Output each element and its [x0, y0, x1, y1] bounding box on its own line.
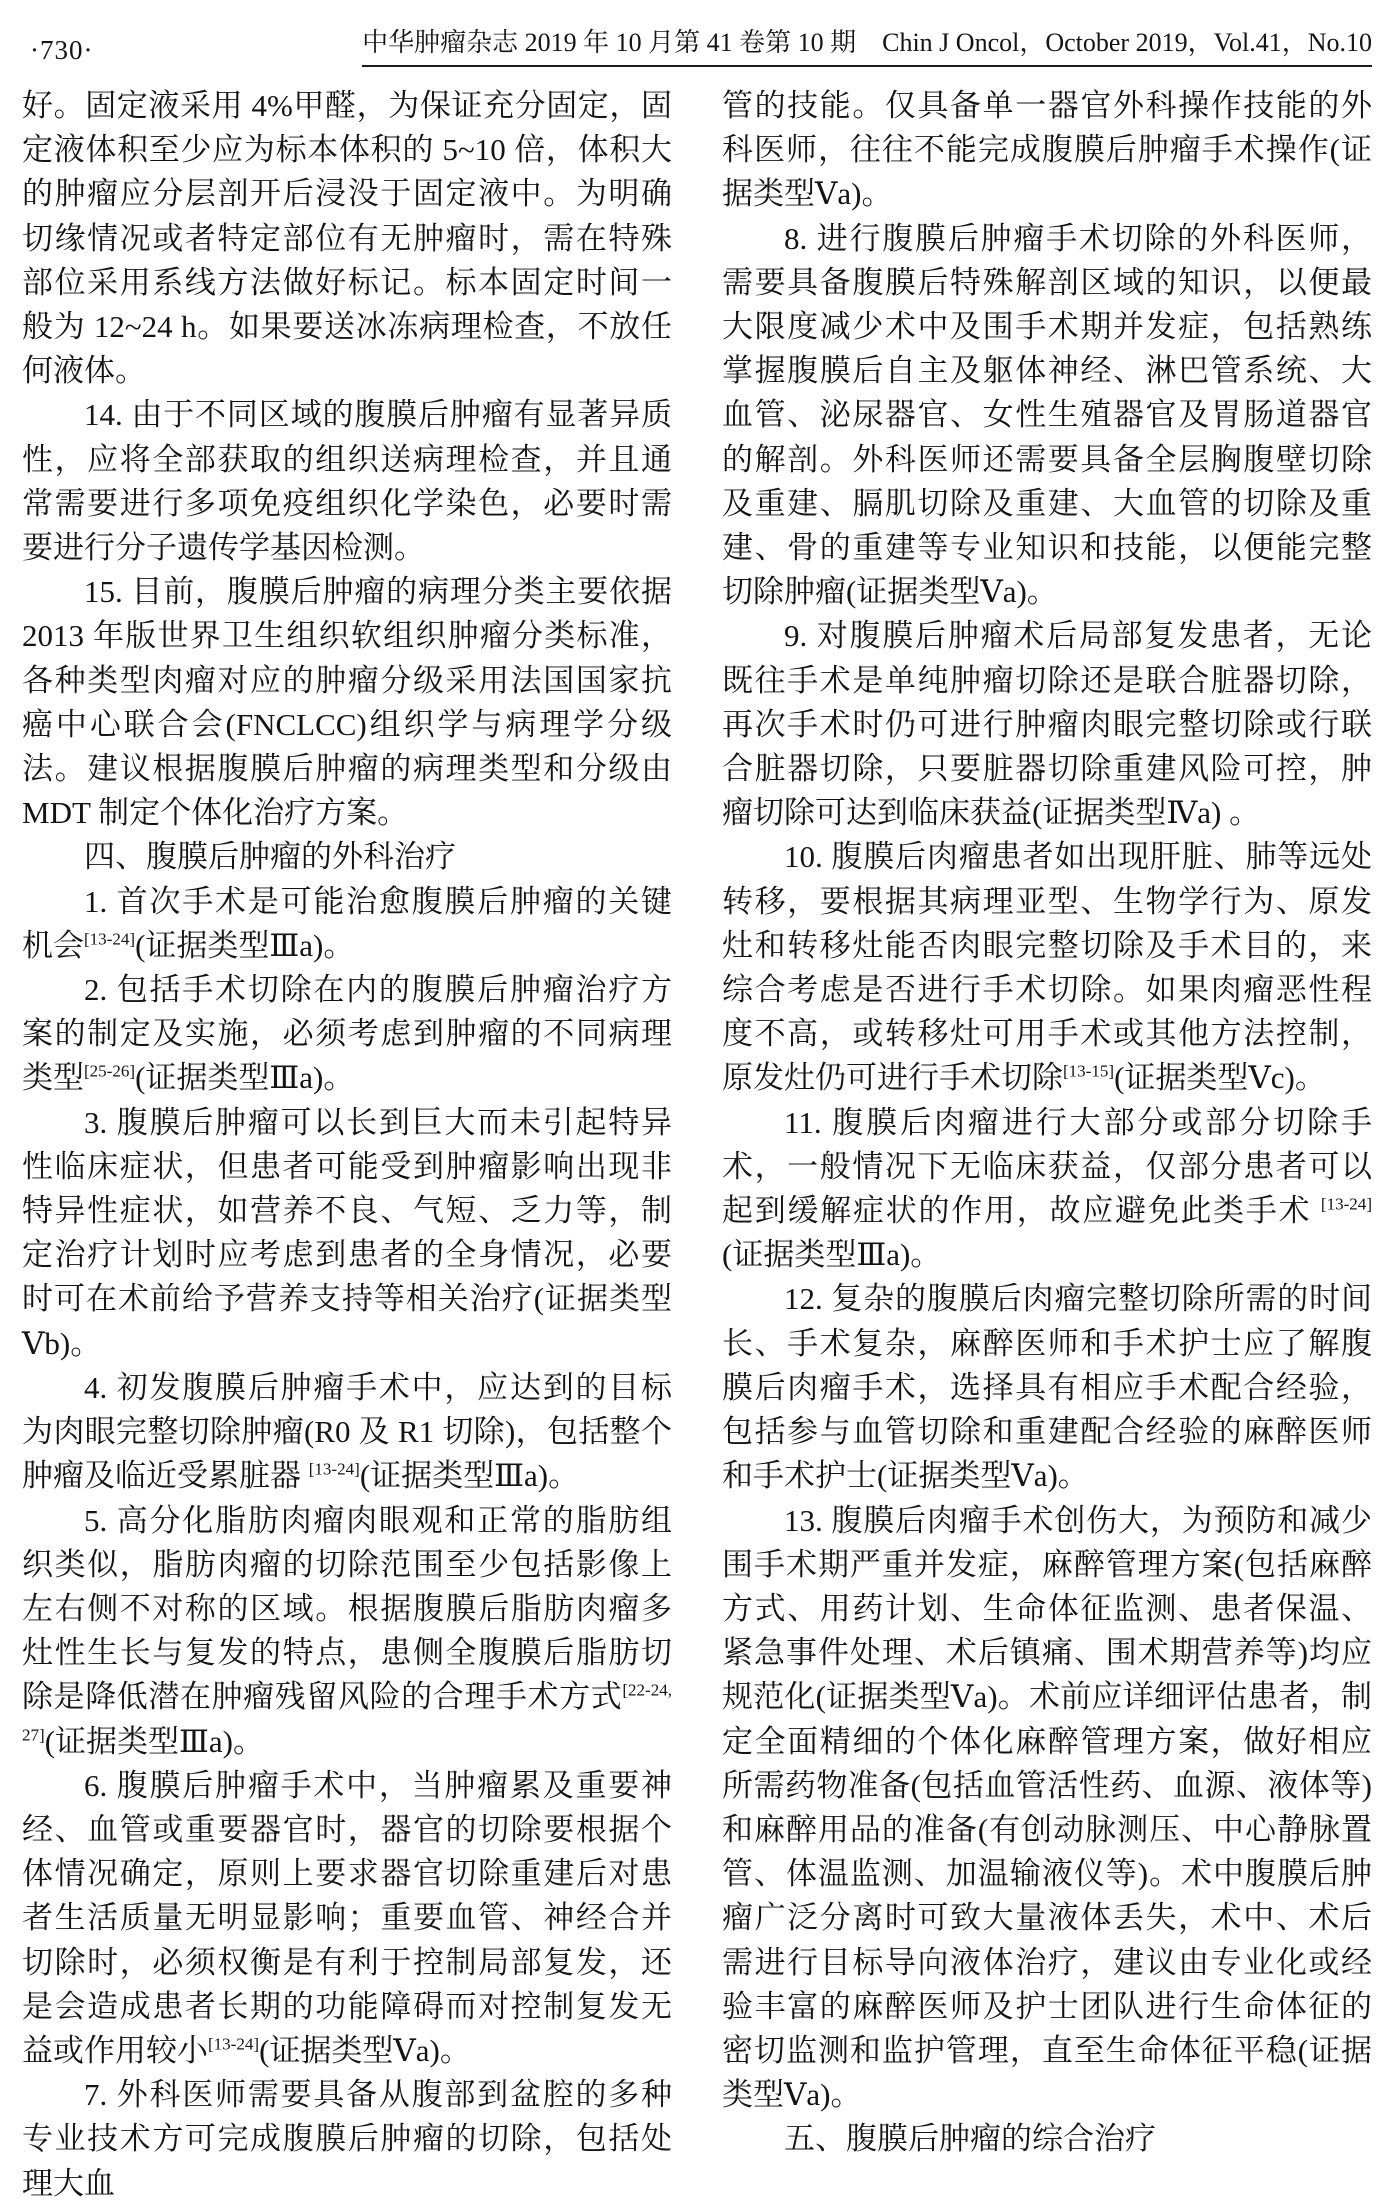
- paragraph: 10. 腹膜后肉瘤患者如出现肝脏、肺等远处转移，要根据其病理亚型、生物学行为、原发灶和转移灶能否肉眼完整切除及手术目的，来综合考虑是否进行手术切除。如果肉瘤恶性程度不高，或转移灶可用手术或其他方法控制，原发灶仍可进行手术切除[13-15](证据类型Ⅴc)。: [722, 839, 1372, 1096]
- paragraph: 8. 进行腹膜后肿瘤手术切除的外科医师，需要具备腹膜后特殊解剖区域的知识，以便最大限度减少术中及围手术期并发症，包括熟练掌握腹膜后自主及躯体神经、淋巴管系统、大血管、泌尿器官、女性生殖器官及胃肠道器官的解剖。外科医师还需要具备全层胸腹壁切除及重建、膈肌切除及重建、大血管的切除及重建、骨的重建等专业知识和技能，以便能完整切除肿瘤(证据类型Ⅴa)。: [722, 220, 1372, 610]
- paragraph: 4. 初发腹膜后肿瘤手术中，应达到的目标为肉眼完整切除肿瘤(R0 及 R1 切除)，包括整个肿瘤及临近受累脏器 [13-24](证据类型Ⅲa)。: [22, 1369, 672, 1494]
- column-right: [722, 84, 1372, 2206]
- reference-superscript: [13-15]: [1063, 1062, 1115, 1082]
- reference-superscript: [13-24]: [84, 929, 136, 949]
- reference-superscript: [25-26]: [84, 1062, 136, 1082]
- journal-header-title: 中华肿瘤杂志 2019 年 10 月第 41 卷第 10 期 Chin J Oncol，October 2019，Vol.41，No.10: [362, 26, 1372, 67]
- paragraph: 12. 复杂的腹膜后肉瘤完整切除所需的时间长、手术复杂，麻醉医师和手术护士应了解腹膜后肉瘤手术，选择具有相应手术配合经验，包括参与血管切除和重建配合经验的麻醉医师和手术护士(证据类型Ⅴa)。: [722, 1281, 1372, 1494]
- article-body: [22, 84, 1372, 2206]
- reference-superscript: [13-24]: [1320, 1194, 1372, 1214]
- paragraph: 11. 腹膜后肉瘤进行大部分或部分切除手术，一般情况下无临床获益，仅部分患者可以起到缓解症状的作用，故应避免此类手术 [13-24](证据类型Ⅲa)。: [722, 1104, 1372, 1273]
- paragraph: 3. 腹膜后肿瘤可以长到巨大而未引起特异性临床症状，但患者可能受到肿瘤影响出现非特异性症状，如营养不良、气短、乏力等，制定治疗计划时应考虑到患者的全身情况，必要时可在术前给予营养支持等相关治疗(证据类型Ⅴb)。: [22, 1104, 672, 1361]
- paragraph: 1. 首次手术是可能治愈腹膜后肿瘤的关键机会[13-24](证据类型Ⅲa)。: [22, 883, 672, 963]
- reference-superscript: [13-24]: [308, 1459, 360, 1479]
- paragraph: 五、腹膜后肿瘤的综合治疗: [784, 2121, 1156, 2157]
- paragraph: 7. 外科医师需要具备从腹部到盆腔的多种专业技术方可完成腹膜后肿瘤的切除，包括处理大血: [22, 2077, 672, 2201]
- reference-superscript: [13-24]: [208, 2034, 260, 2054]
- page-header: [30, 26, 1372, 67]
- paragraph: 6. 腹膜后肿瘤手术中，当肿瘤累及重要神经、血管或重要器官时，器官的切除要根据个体情况确定，原则上要求器官切除重建后对患者生活质量无明显影响；重要血管、神经合并切除时，必须权衡是有利于控制局部复发，还是会造成患者长期的功能障碍而对控制复发无益或作用较小[13-24](证据类型Ⅴa)。: [22, 1767, 672, 2068]
- paragraph: 四、腹膜后肿瘤的外科治疗: [84, 839, 456, 875]
- paragraph: 9. 对腹膜后肿瘤术后局部复发患者，无论既往手术是单纯肿瘤切除还是联合脏器切除，再次手术时仍可进行肿瘤肉眼完整切除或行联合脏器切除，只要脏器切除重建风险可控，肿瘤切除可达到临床获益(证据类型Ⅳa) 。: [722, 618, 1372, 831]
- paragraph: 管的技能。仅具备单一器官外科操作技能的外科医师，往往不能完成腹膜后肿瘤手术操作(证据类型Ⅴa)。: [722, 88, 1372, 212]
- paragraph: 14. 由于不同区域的腹膜后肿瘤有显著异质性，应将全部获取的组织送病理检查，并且通常需要进行多项免疫组织化学染色，必要时需要进行分子遗传学基因检测。: [22, 397, 672, 566]
- paragraph: 好。固定液采用 4%甲醛，为保证充分固定，固定液体积至少应为标本体积的 5~10 倍，体积大的肿瘤应分层剖开后浸没于固定液中。为明确切缘情况或者特定部位有无肿瘤时，需在特殊部位采用系线方法做好标记。标本固定时间一般为 12~24 h。如果要送冰冻病理检查，不放任何液体。: [22, 88, 672, 389]
- reference-superscript: [22-24, 27]: [22, 1680, 672, 1745]
- paragraph: 13. 腹膜后肉瘤手术创伤大，为预防和减少围手术期严重并发症，麻醉管理方案(包括麻醉方式、用药计划、生命体征监测、患者保温、紧急事件处理、术后镇痛、围术期营养等)均应规范化(证据类型Ⅴa)。术前应详细评估患者，制定全面精细的个体化麻醉管理方案，做好相应所需药物准备(包括血管活性药、血源、液体等)和麻醉用品的准备(有创动脉测压、中心静脉置管、体温监测、加温输液仪等)。术中腹膜后肿瘤广泛分离时可致大量液体丢失，术中、术后需进行目标导向液体治疗，建议由专业化或经验丰富的麻醉医师及护士团队进行生命体征的密切监测和监护管理，直至生命体征平稳(证据类型Ⅴa)。: [722, 1502, 1372, 2113]
- paragraph: 2. 包括手术切除在内的腹膜后肿瘤治疗方案的制定及实施，必须考虑到肿瘤的不同病理类型[25-26](证据类型Ⅲa)。: [22, 972, 672, 1096]
- column-left: [22, 84, 672, 2206]
- paragraph: 5. 高分化脂肪肉瘤肉眼观和正常的脂肪组织类似，脂肪肉瘤的切除范围至少包括影像上左右侧不对称的区域。根据腹膜后脂肪肉瘤多灶性生长与复发的特点，患侧全腹膜后脂肪切除是降低潜在肿瘤残留风险的合理手术方式[22-24, 27](证据类型Ⅲa)。: [22, 1502, 672, 1759]
- page-number: ·730·: [30, 35, 94, 65]
- paragraph: 15. 目前，腹膜后肿瘤的病理分类主要依据 2013 年版世界卫生组织软组织肿瘤分类标准，各种类型肉瘤对应的肿瘤分级采用法国国家抗癌中心联合会(FNCLCC)组织学与病理学分级法。建议根据腹膜后肿瘤的病理类型和分级由 MDT 制定个体化治疗方案。: [22, 574, 672, 831]
